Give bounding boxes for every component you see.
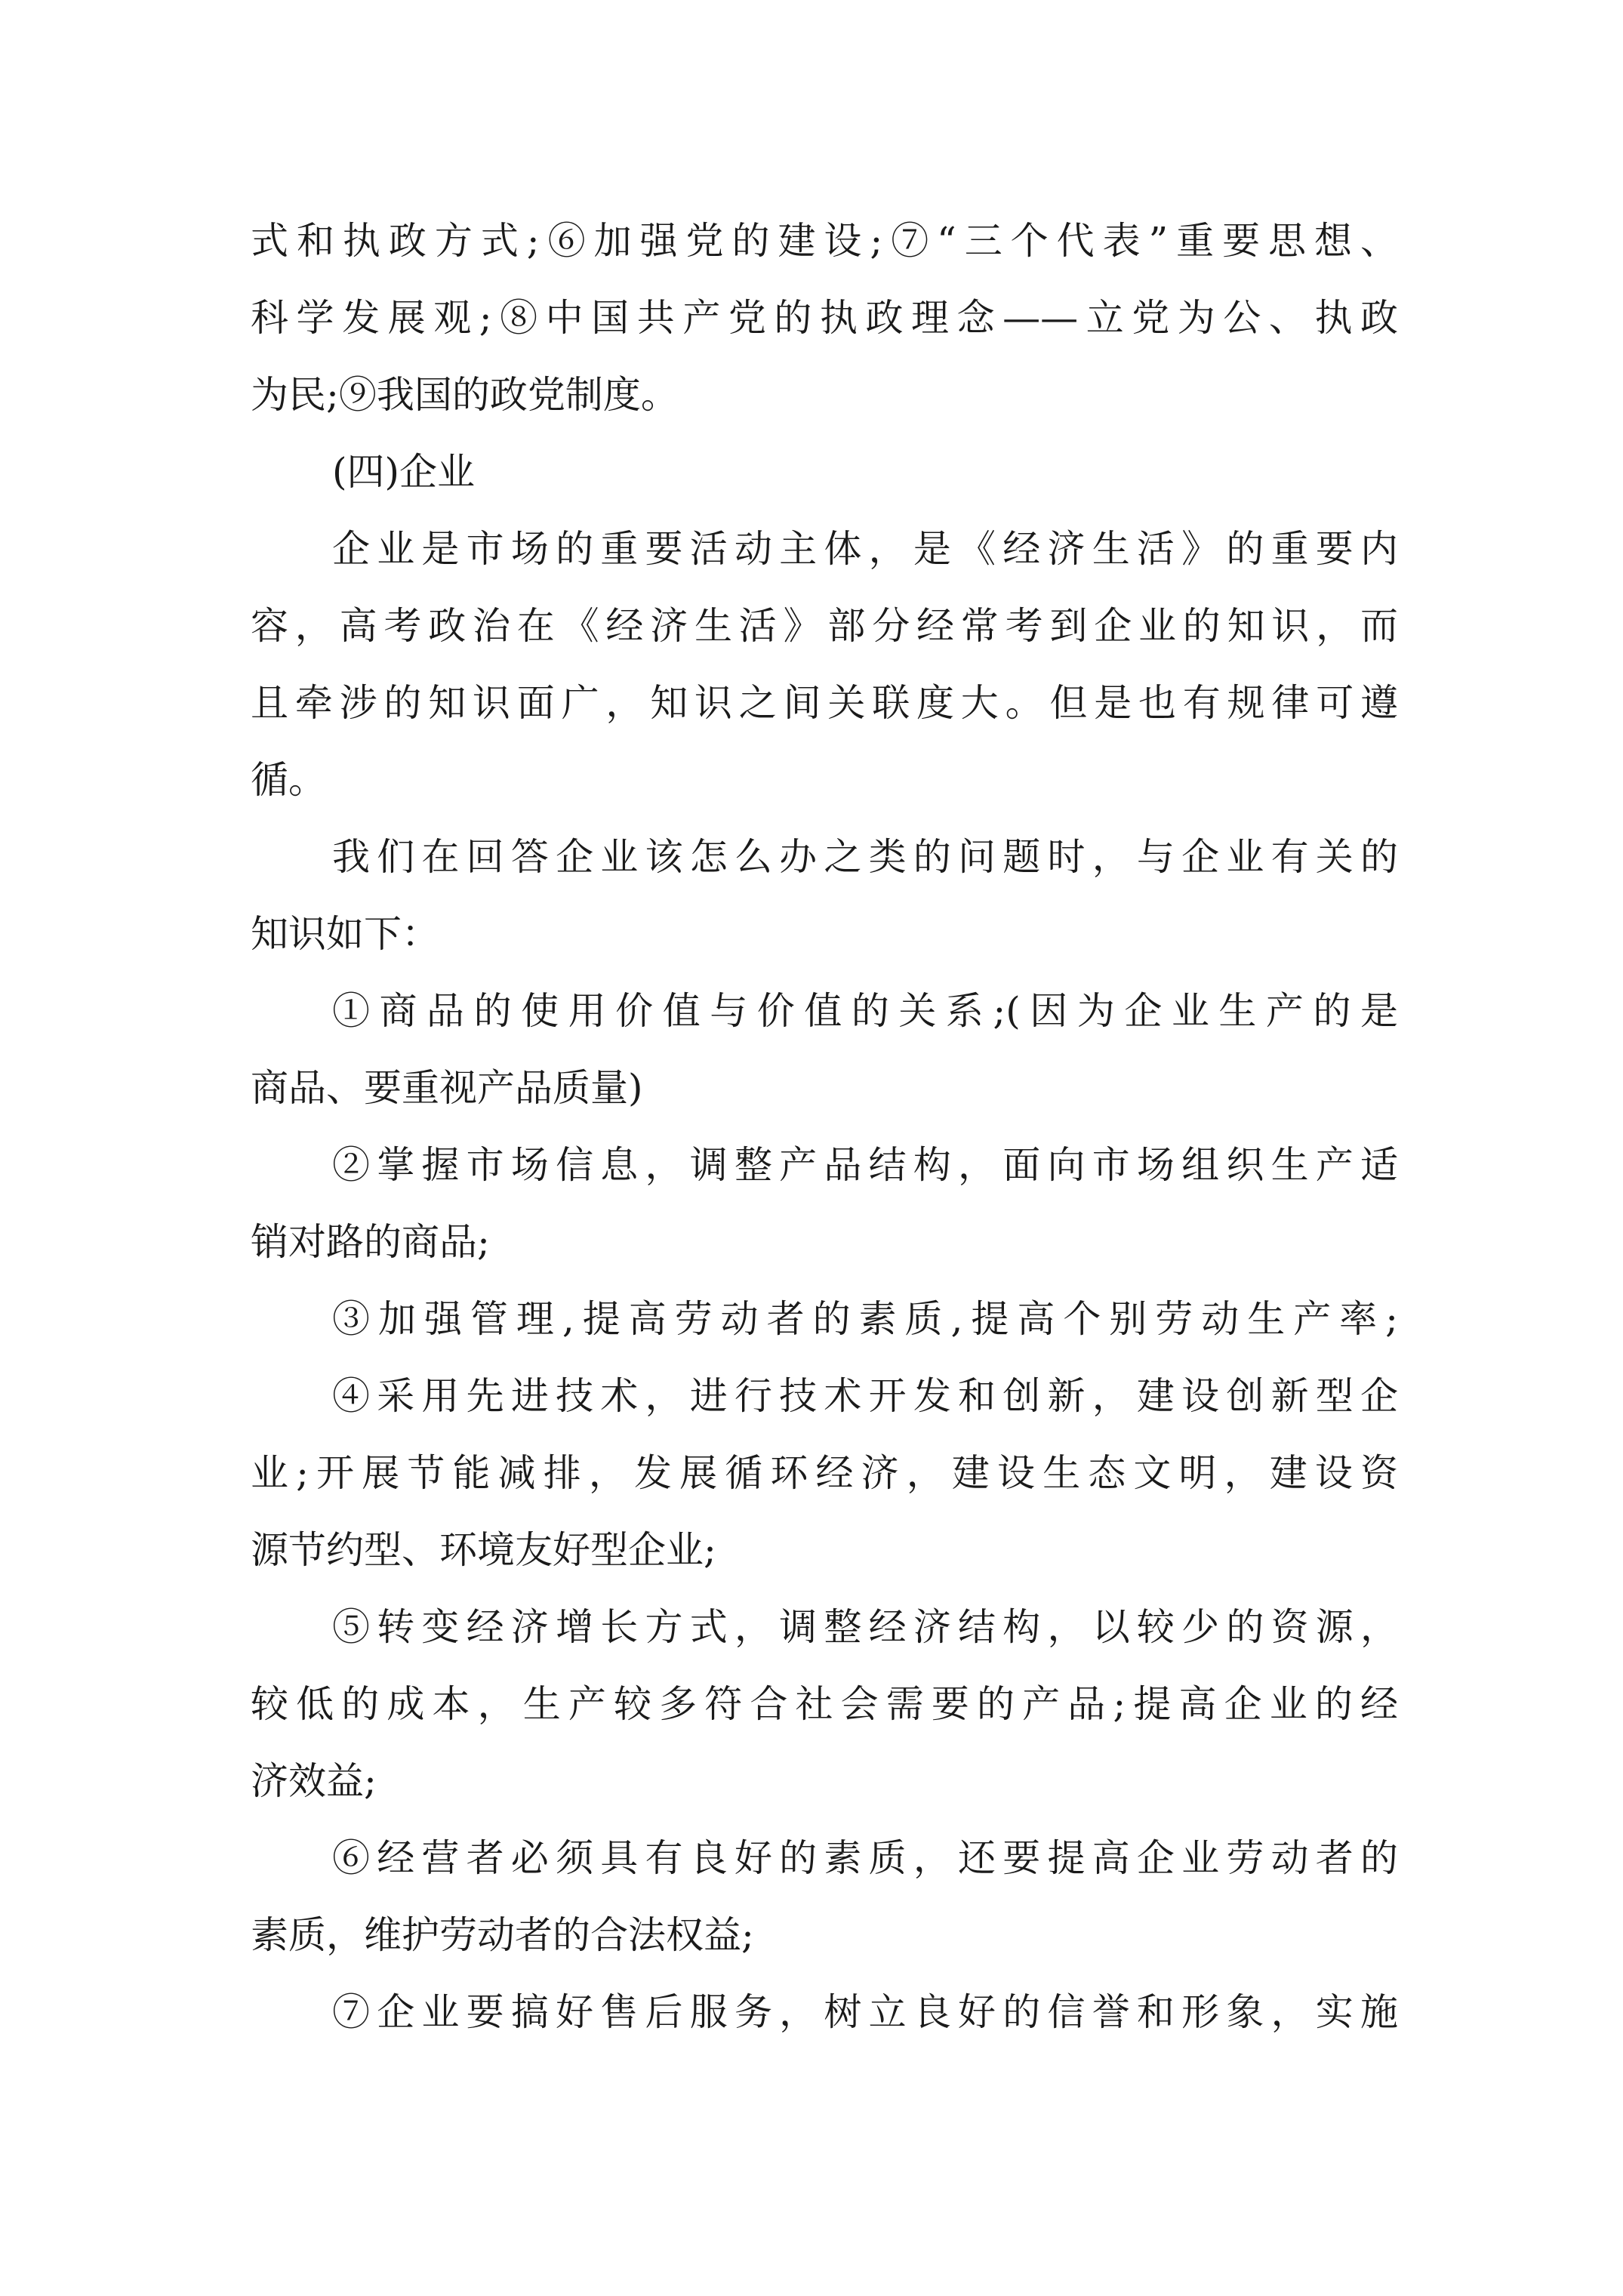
- text-line: 容，高考政治在《经济生活》部分经常考到企业的知识，而: [251, 604, 1398, 648]
- text-line: 为民;⑨我国的政党制度。: [251, 373, 679, 417]
- text-line: 知识如下：: [251, 912, 439, 956]
- text-line: (四)企业: [332, 450, 476, 494]
- text-line: ③加强管理,提高劳动者的素质,提高个别劳动生产率;: [332, 1297, 1398, 1341]
- text-line: 较低的成本，生产较多符合社会需要的产品;提高企业的经: [251, 1682, 1398, 1726]
- text-line: ⑤转变经济增长方式，调整经济结构，以较少的资源，: [332, 1605, 1398, 1649]
- text-line: 企业是市场的重要活动主体，是《经济生活》的重要内: [332, 527, 1398, 571]
- text-line: 销对路的商品;: [251, 1220, 490, 1264]
- text-line: 济效益;: [251, 1759, 377, 1803]
- text-line: 源节约型、环境友好型企业;: [251, 1528, 716, 1572]
- text-line: ⑦企业要搞好售后服务，树立良好的信誉和形象，实施: [332, 1990, 1398, 2034]
- text-line: 我们在回答企业该怎么办之类的问题时，与企业有关的: [332, 835, 1398, 879]
- text-line: 科学发展观;⑧中国共产党的执政理念——立党为公、执政: [251, 296, 1398, 340]
- text-line: ①商品的使用价值与价值的关系;(因为企业生产的是: [332, 989, 1398, 1033]
- text-line: ②掌握市场信息，调整产品结构，面向市场组织生产适: [332, 1143, 1398, 1187]
- text-line: 业;开展节能减排，发展循环经济，建设生态文明，建设资: [251, 1451, 1398, 1495]
- text-line: ④采用先进技术，进行技术开发和创新，建设创新型企: [332, 1374, 1398, 1418]
- text-line: ⑥经营者必须具有良好的素质，还要提高企业劳动者的: [332, 1836, 1398, 1880]
- text-line: 且牵涉的知识面广，知识之间关联度大。但是也有规律可遵: [251, 681, 1398, 725]
- text-line: 式和执政方式;⑥加强党的建设;⑦“三个代表”重要思想、: [251, 219, 1398, 263]
- text-line: 素质，维护劳动者的合法权益;: [251, 1913, 754, 1957]
- text-line: 循。: [251, 758, 326, 802]
- text-line: 商品、要重视产品质量): [251, 1066, 643, 1110]
- body-text: [251, 202, 1398, 2051]
